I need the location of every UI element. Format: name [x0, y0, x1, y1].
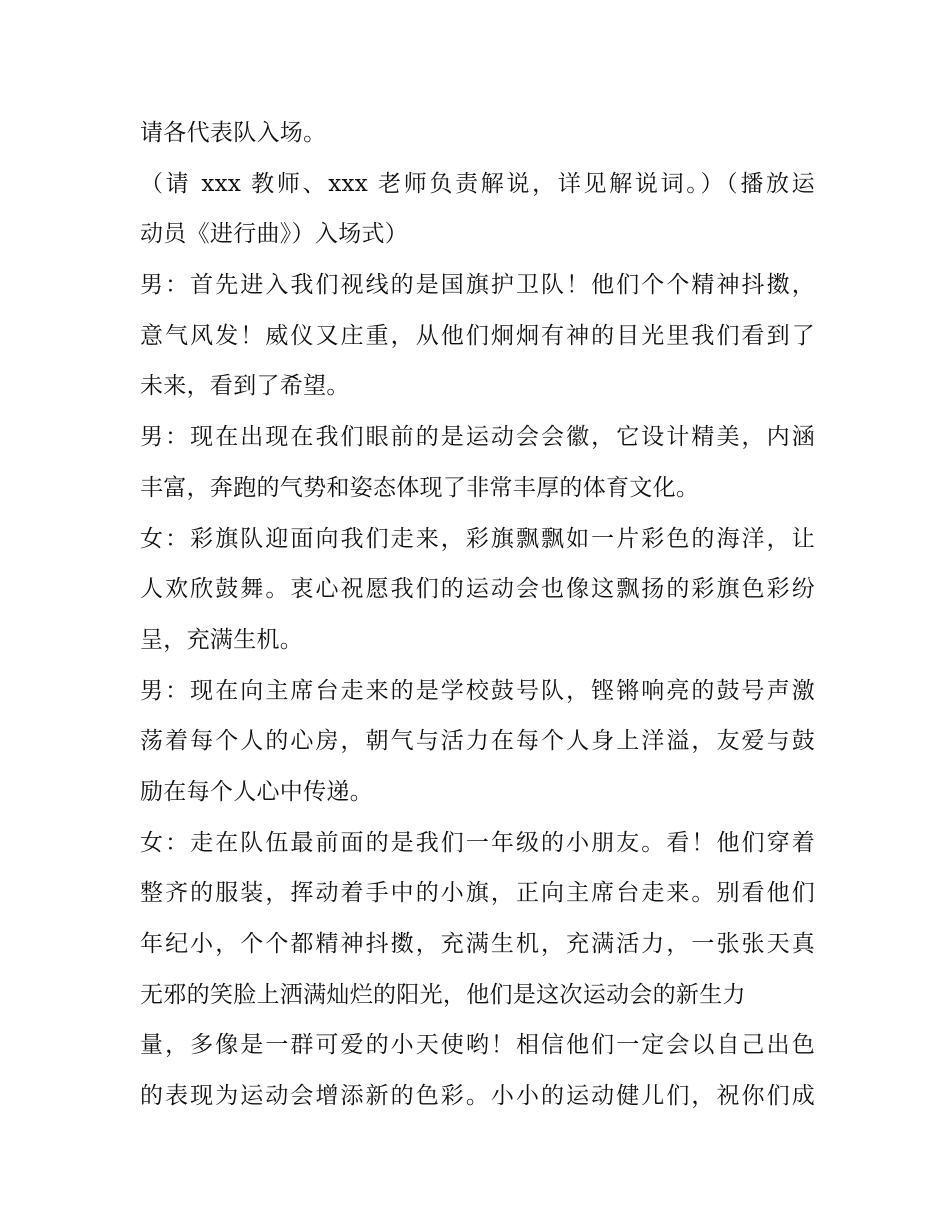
- text-line: （请 xxx 教师、xxx 老师负责解说，详见解说词。）（播放运: [140, 170, 815, 197]
- text-line: 人欢欣鼓舞。衷心祝愿我们的运动会也像这飘扬的彩旗色彩纷: [140, 576, 815, 603]
- text-line: 意气风发！威仪又庄重，从他们炯炯有神的目光里我们看到了: [140, 322, 815, 349]
- text-line: 整齐的服装，挥动着手中的小旗，正向主席台走来。别看他们: [140, 880, 815, 907]
- text-line: 未来，看到了希望。: [140, 373, 350, 400]
- text-line: 女：走在队伍最前面的是我们一年级的小朋友。看！他们穿着: [140, 829, 815, 856]
- text-line: 动员《进行曲》）入场式）: [140, 221, 409, 248]
- text-line: 丰富，奔跑的气势和姿态体现了非常丰厚的体育文化。: [140, 474, 700, 501]
- text-line: 请各代表队入场。: [140, 120, 327, 146]
- text-line: 的表现为运动会增添新的色彩。小小的运动健儿们，祝你们成: [140, 1083, 815, 1110]
- document-body: [140, 108, 815, 1122]
- text-line: 无邪的笑脸上洒满灿烂的阳光，他们是这次运动会的新生力: [140, 981, 746, 1008]
- text-line: 男：现在出现在我们眼前的是运动会会徽，它设计精美，内涵: [140, 424, 815, 451]
- text-line: 男：首先进入我们视线的是国旗护卫队！他们个个精神抖擞，: [140, 272, 815, 299]
- text-line: 励在每个人心中传递。: [140, 778, 373, 805]
- text-line: 荡着每个人的心房，朝气与活力在每个人身上洋溢，友爱与鼓: [140, 728, 815, 755]
- text-line: 量，多像是一群可爱的小天使哟！相信他们一定会以自己出色: [140, 1032, 815, 1059]
- text-line: 呈，充满生机。: [140, 626, 304, 653]
- text-line: 男：现在向主席台走来的是学校鼓号队，铿锵响亮的鼓号声激: [140, 677, 815, 704]
- text-line: 年纪小，个个都精神抖擞，充满生机，充满活力，一张张天真: [140, 931, 815, 957]
- text-line: 女：彩旗队迎面向我们走来，彩旗飘飘如一片彩色的海洋，让: [140, 525, 815, 552]
